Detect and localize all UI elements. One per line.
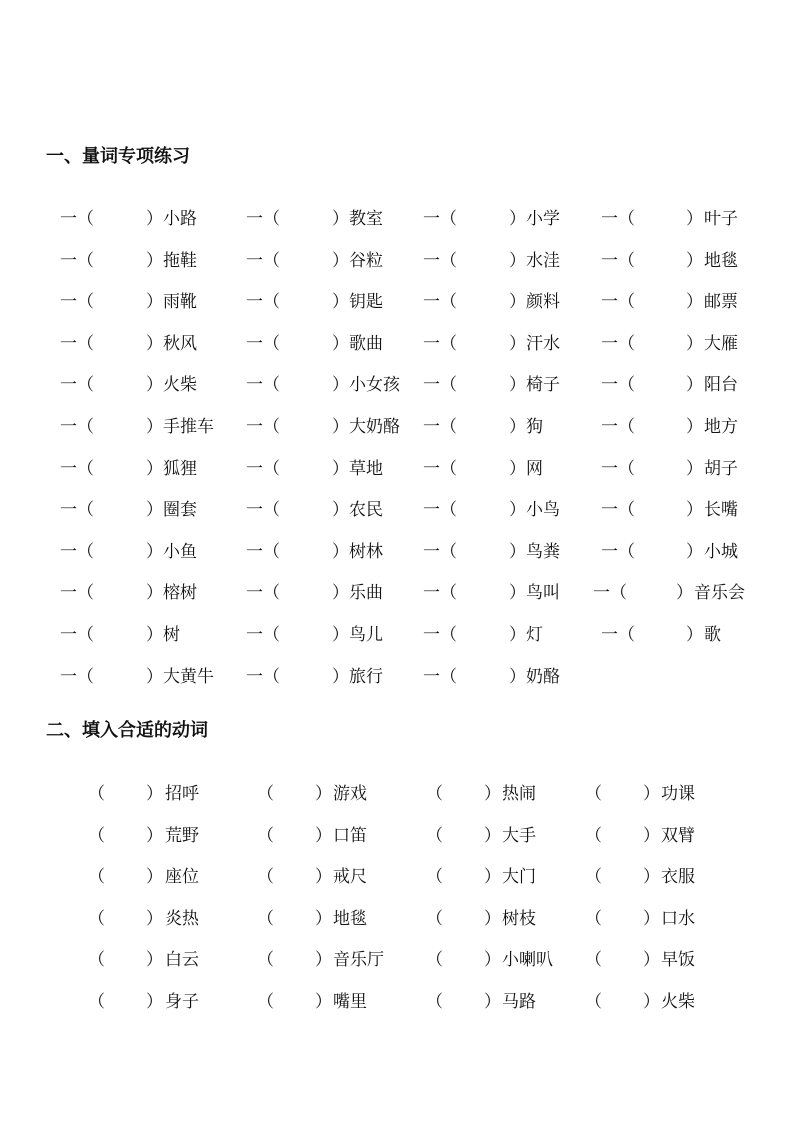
verb-object-noun: 嘴里	[333, 992, 367, 1012]
measure-prefix: 一（	[423, 250, 457, 271]
measure-close-paren: ）	[509, 500, 526, 521]
measure-noun: 汗水	[526, 333, 560, 354]
measure-word-row	[0, 495, 794, 521]
verb-close-paren: ）	[643, 992, 660, 1012]
verb-open-paren: （	[257, 867, 274, 888]
measure-prefix: 一（	[423, 625, 457, 645]
measure-prefix: 一（	[423, 458, 457, 479]
verb-open-paren: （	[257, 908, 274, 929]
measure-prefix: 一（	[60, 500, 94, 521]
measure-word-row	[0, 287, 794, 313]
verb-open-paren: （	[88, 908, 105, 929]
measure-close-paren: ）	[146, 458, 163, 479]
verb-close-paren: ）	[146, 950, 163, 971]
verb-close-paren: ）	[146, 825, 163, 846]
measure-noun: 小女孩	[349, 375, 400, 396]
measure-word-row	[0, 578, 794, 604]
measure-close-paren: ）	[686, 458, 703, 479]
verb-row	[0, 779, 794, 805]
measure-noun: 大奶酪	[349, 417, 400, 437]
measure-close-paren: ）	[686, 417, 703, 437]
measure-noun: 鸟叫	[526, 583, 560, 604]
measure-close-paren: ）	[146, 209, 163, 229]
measure-noun: 颜料	[526, 292, 560, 313]
verb-close-paren: ）	[146, 908, 163, 929]
measure-noun: 秋风	[163, 333, 197, 354]
verb-open-paren: （	[585, 784, 602, 804]
verb-object-noun: 双臂	[661, 825, 695, 846]
measure-noun: 乐曲	[349, 583, 383, 604]
measure-noun: 圈套	[163, 500, 197, 521]
measure-noun: 鸟粪	[526, 541, 560, 562]
measure-noun: 大雁	[704, 333, 738, 354]
measure-prefix: 一（	[601, 375, 635, 396]
measure-word-row	[0, 329, 794, 355]
measure-word-row	[0, 620, 794, 646]
measure-noun: 农民	[349, 500, 383, 521]
measure-close-paren: ）	[509, 333, 526, 354]
measure-noun: 歌曲	[349, 333, 383, 354]
verb-open-paren: （	[426, 784, 443, 804]
verb-open-paren: （	[426, 825, 443, 846]
measure-prefix: 一（	[246, 333, 280, 354]
measure-prefix: 一（	[246, 209, 280, 229]
verb-open-paren: （	[257, 992, 274, 1012]
verb-close-paren: ）	[315, 992, 332, 1012]
measure-noun: 钥匙	[349, 292, 383, 313]
measure-prefix: 一（	[246, 417, 280, 437]
verb-open-paren: （	[585, 825, 602, 846]
measure-close-paren: ）	[509, 583, 526, 604]
measure-close-paren: ）	[146, 500, 163, 521]
measure-prefix: 一（	[60, 625, 94, 645]
measure-prefix: 一（	[423, 292, 457, 313]
measure-noun: 火柴	[163, 375, 197, 396]
measure-close-paren: ）	[332, 417, 349, 437]
verb-row	[0, 862, 794, 888]
measure-prefix: 一（	[601, 541, 635, 562]
measure-prefix: 一（	[60, 209, 94, 229]
measure-noun: 榕树	[163, 583, 197, 604]
verb-object-noun: 大手	[502, 825, 536, 846]
verb-open-paren: （	[585, 908, 602, 929]
measure-noun: 小鱼	[163, 541, 197, 562]
measure-noun: 阳台	[704, 375, 738, 396]
measure-prefix: 一（	[601, 417, 635, 437]
verb-row	[0, 987, 794, 1013]
verb-open-paren: （	[585, 867, 602, 888]
measure-prefix: 一（	[246, 666, 280, 687]
verb-open-paren: （	[426, 867, 443, 888]
measure-noun: 小城	[704, 541, 738, 562]
measure-close-paren: ）	[509, 625, 526, 645]
verb-object-noun: 口水	[661, 908, 695, 929]
measure-prefix: 一（	[60, 375, 94, 396]
measure-close-paren: ）	[332, 250, 349, 271]
measure-noun: 地毯	[704, 250, 738, 271]
measure-close-paren: ）	[509, 417, 526, 437]
measure-close-paren: ）	[509, 666, 526, 687]
measure-prefix: 一（	[601, 209, 635, 229]
measure-noun: 草地	[349, 458, 383, 479]
measure-close-paren: ）	[509, 375, 526, 396]
verb-object-noun: 地毯	[333, 908, 367, 929]
measure-close-paren: ）	[686, 625, 703, 645]
measure-prefix: 一（	[246, 541, 280, 562]
verb-open-paren: （	[88, 867, 105, 888]
measure-close-paren: ）	[509, 250, 526, 271]
measure-prefix: 一（	[246, 292, 280, 313]
measure-noun: 歌	[704, 625, 721, 645]
verb-close-paren: ）	[315, 867, 332, 888]
measure-close-paren: ）	[146, 625, 163, 645]
measure-prefix: 一（	[593, 583, 627, 604]
verb-object-noun: 白云	[165, 950, 199, 971]
measure-prefix: 一（	[60, 541, 94, 562]
measure-prefix: 一（	[423, 209, 457, 229]
measure-noun: 狗	[526, 417, 543, 437]
measure-noun: 树	[163, 625, 180, 645]
verb-close-paren: ）	[643, 784, 660, 804]
measure-word-row	[0, 246, 794, 272]
measure-noun: 教室	[349, 209, 383, 229]
measure-prefix: 一（	[246, 500, 280, 521]
verb-object-noun: 炎热	[165, 908, 199, 929]
measure-word-row	[0, 454, 794, 480]
measure-close-paren: ）	[146, 292, 163, 313]
measure-prefix: 一（	[601, 458, 635, 479]
measure-word-row	[0, 370, 794, 396]
verb-close-paren: ）	[643, 908, 660, 929]
measure-word-row	[0, 412, 794, 438]
measure-prefix: 一（	[60, 458, 94, 479]
measure-prefix: 一（	[60, 292, 94, 313]
verb-close-paren: ）	[484, 908, 501, 929]
measure-noun: 奶酪	[526, 666, 560, 687]
verb-object-noun: 热闹	[502, 784, 536, 804]
verb-close-paren: ）	[484, 867, 501, 888]
measure-noun: 手推车	[163, 417, 214, 437]
measure-close-paren: ）	[676, 583, 693, 604]
verb-object-noun: 音乐厅	[333, 950, 384, 971]
verb-open-paren: （	[88, 950, 105, 971]
verb-open-paren: （	[426, 950, 443, 971]
verb-open-paren: （	[88, 784, 105, 804]
measure-close-paren: ）	[146, 375, 163, 396]
verb-close-paren: ）	[484, 825, 501, 846]
measure-close-paren: ）	[146, 666, 163, 687]
verb-row	[0, 945, 794, 971]
verb-close-paren: ）	[146, 992, 163, 1012]
measure-prefix: 一（	[60, 333, 94, 354]
verb-open-paren: （	[257, 784, 274, 804]
measure-close-paren: ）	[332, 375, 349, 396]
verb-close-paren: ）	[315, 950, 332, 971]
measure-noun: 雨靴	[163, 292, 197, 313]
measure-noun: 树林	[349, 541, 383, 562]
verb-object-noun: 马路	[502, 992, 536, 1012]
verb-open-paren: （	[88, 992, 105, 1012]
measure-prefix: 一（	[60, 417, 94, 437]
verb-open-paren: （	[257, 950, 274, 971]
measure-noun: 叶子	[704, 209, 738, 229]
verb-open-paren: （	[426, 992, 443, 1012]
measure-close-paren: ）	[332, 666, 349, 687]
measure-prefix: 一（	[246, 583, 280, 604]
measure-noun: 小路	[163, 209, 197, 229]
verb-close-paren: ）	[484, 950, 501, 971]
measure-prefix: 一（	[246, 458, 280, 479]
measure-noun: 大黄牛	[163, 666, 214, 687]
measure-noun: 邮票	[704, 292, 738, 313]
measure-noun: 灯	[526, 625, 543, 645]
measure-noun: 谷粒	[349, 250, 383, 271]
verb-close-paren: ）	[146, 867, 163, 888]
measure-noun: 椅子	[526, 375, 560, 396]
verb-close-paren: ）	[643, 867, 660, 888]
verb-object-noun: 招呼	[165, 784, 199, 804]
measure-close-paren: ）	[146, 333, 163, 354]
verb-close-paren: ）	[484, 784, 501, 804]
section-1-title: 一、量词专项练习	[46, 146, 190, 167]
measure-close-paren: ）	[332, 625, 349, 645]
measure-prefix: 一（	[423, 333, 457, 354]
measure-word-row	[0, 204, 794, 230]
measure-word-row	[0, 662, 794, 688]
measure-noun: 地方	[704, 417, 738, 437]
measure-prefix: 一（	[601, 292, 635, 313]
verb-open-paren: （	[585, 950, 602, 971]
verb-object-noun: 戒尺	[333, 867, 367, 888]
measure-noun: 小学	[526, 209, 560, 229]
measure-close-paren: ）	[332, 333, 349, 354]
measure-prefix: 一（	[246, 375, 280, 396]
measure-close-paren: ）	[146, 583, 163, 604]
verb-close-paren: ）	[315, 825, 332, 846]
measure-close-paren: ）	[146, 541, 163, 562]
measure-close-paren: ）	[509, 458, 526, 479]
verb-open-paren: （	[585, 992, 602, 1012]
verb-close-paren: ）	[643, 825, 660, 846]
measure-close-paren: ）	[686, 250, 703, 271]
verb-close-paren: ）	[146, 784, 163, 804]
section-2-title: 二、填入合适的动词	[46, 720, 208, 741]
measure-prefix: 一（	[423, 500, 457, 521]
measure-noun: 狐狸	[163, 458, 197, 479]
measure-close-paren: ）	[686, 500, 703, 521]
verb-close-paren: ）	[315, 784, 332, 804]
verb-open-paren: （	[257, 825, 274, 846]
measure-noun: 水洼	[526, 250, 560, 271]
measure-noun: 胡子	[704, 458, 738, 479]
measure-close-paren: ）	[686, 292, 703, 313]
verb-row	[0, 821, 794, 847]
verb-object-noun: 大门	[502, 867, 536, 888]
verb-object-noun: 火柴	[661, 992, 695, 1012]
measure-close-paren: ）	[332, 500, 349, 521]
measure-close-paren: ）	[686, 541, 703, 562]
measure-noun: 旅行	[349, 666, 383, 687]
measure-noun: 长嘴	[704, 500, 738, 521]
verb-object-noun: 身子	[165, 992, 199, 1012]
measure-prefix: 一（	[601, 625, 635, 645]
measure-close-paren: ）	[332, 209, 349, 229]
verb-object-noun: 衣服	[661, 867, 695, 888]
measure-prefix: 一（	[246, 625, 280, 645]
measure-prefix: 一（	[423, 666, 457, 687]
measure-close-paren: ）	[146, 417, 163, 437]
measure-close-paren: ）	[686, 209, 703, 229]
measure-prefix: 一（	[601, 250, 635, 271]
verb-object-noun: 树枝	[502, 908, 536, 929]
measure-noun: 音乐会	[694, 583, 745, 604]
measure-prefix: 一（	[60, 250, 94, 271]
measure-prefix: 一（	[423, 541, 457, 562]
measure-close-paren: ）	[509, 292, 526, 313]
verb-close-paren: ）	[643, 950, 660, 971]
measure-close-paren: ）	[332, 583, 349, 604]
measure-close-paren: ）	[332, 541, 349, 562]
verb-close-paren: ）	[484, 992, 501, 1012]
verb-close-paren: ）	[315, 908, 332, 929]
verb-object-noun: 功课	[661, 784, 695, 804]
measure-prefix: 一（	[246, 250, 280, 271]
measure-noun: 鸟儿	[349, 625, 383, 645]
measure-prefix: 一（	[423, 375, 457, 396]
measure-prefix: 一（	[423, 417, 457, 437]
verb-object-noun: 游戏	[333, 784, 367, 804]
measure-prefix: 一（	[601, 333, 635, 354]
measure-prefix: 一（	[601, 500, 635, 521]
verb-object-noun: 早饭	[661, 950, 695, 971]
measure-prefix: 一（	[60, 666, 94, 687]
verb-object-noun: 小喇叭	[502, 950, 553, 971]
verb-row	[0, 904, 794, 930]
measure-noun: 拖鞋	[163, 250, 197, 271]
measure-close-paren: ）	[686, 333, 703, 354]
measure-close-paren: ）	[509, 541, 526, 562]
measure-prefix: 一（	[423, 583, 457, 604]
measure-close-paren: ）	[332, 458, 349, 479]
verb-open-paren: （	[426, 908, 443, 929]
measure-word-row	[0, 537, 794, 563]
measure-noun: 网	[526, 458, 543, 479]
verb-object-noun: 口笛	[333, 825, 367, 846]
measure-prefix: 一（	[60, 583, 94, 604]
verb-object-noun: 座位	[165, 867, 199, 888]
measure-close-paren: ）	[146, 250, 163, 271]
measure-close-paren: ）	[332, 292, 349, 313]
verb-object-noun: 荒野	[165, 825, 199, 846]
measure-close-paren: ）	[686, 375, 703, 396]
verb-open-paren: （	[88, 825, 105, 846]
measure-noun: 小鸟	[526, 500, 560, 521]
measure-close-paren: ）	[509, 209, 526, 229]
